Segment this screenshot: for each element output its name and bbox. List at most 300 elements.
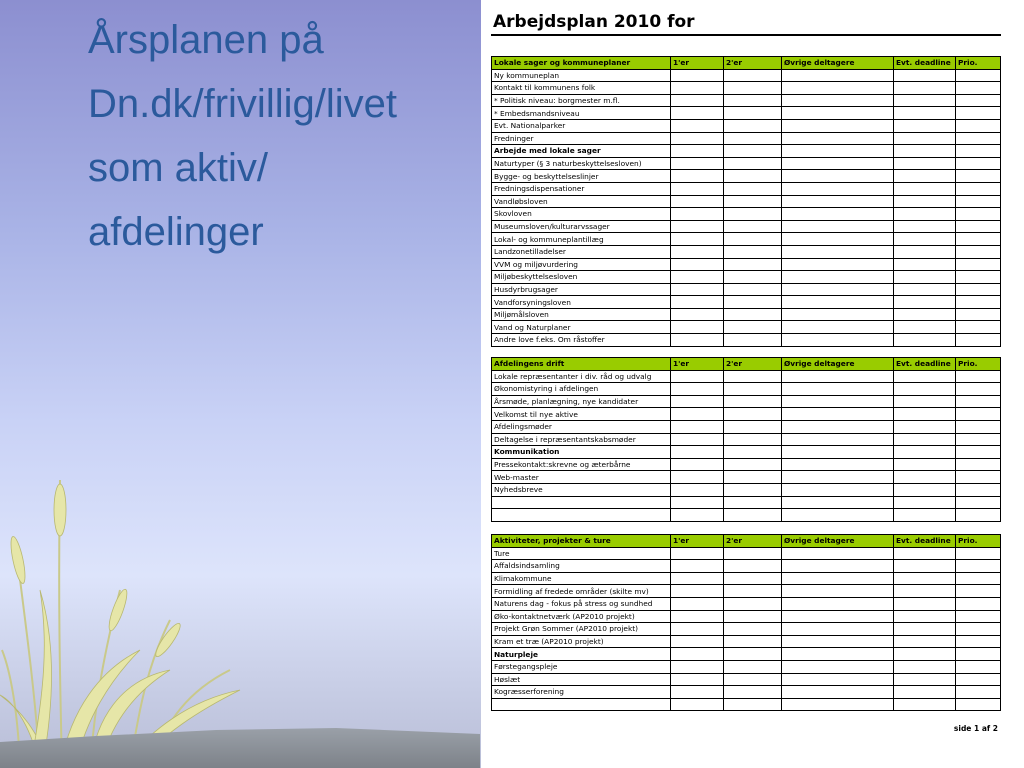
empty-cell (671, 408, 724, 421)
table-row (492, 258, 1001, 271)
empty-cell (724, 82, 782, 95)
empty-cell (782, 433, 894, 446)
empty-cell (782, 82, 894, 95)
empty-cell (782, 509, 894, 522)
table-row (492, 157, 1001, 170)
empty-cell (724, 648, 782, 661)
empty-cell (894, 157, 956, 170)
empty-cell (894, 395, 956, 408)
row-label: Kram et træ (AP2010 projekt) (492, 635, 671, 648)
row-label: VVM og miljøvurdering (492, 258, 671, 271)
empty-cell (956, 132, 1001, 145)
empty-cell (894, 698, 956, 711)
empty-cell (724, 195, 782, 208)
table-row (492, 296, 1001, 309)
empty-cell (956, 458, 1001, 471)
title-rule (491, 34, 1001, 36)
page-number: side 1 af 2 (953, 724, 998, 733)
empty-cell (782, 648, 894, 661)
row-label: Kogræsserforening (492, 686, 671, 699)
row-label: Miljøbeskyttelsesloven (492, 271, 671, 284)
empty-cell (956, 560, 1001, 573)
document-title: Arbejdsplan 2010 for (493, 12, 695, 32)
empty-cell (671, 271, 724, 284)
empty-cell (956, 82, 1001, 95)
empty-cell (894, 69, 956, 82)
slide-title (88, 8, 468, 264)
empty-cell (724, 471, 782, 484)
empty-cell (724, 132, 782, 145)
table-row (492, 597, 1001, 610)
empty-cell (671, 195, 724, 208)
row-label: Kontakt til kommunens folk (492, 82, 671, 95)
empty-cell (724, 119, 782, 132)
empty-cell (956, 471, 1001, 484)
slide-title-line-1: Årsplanen på (88, 18, 324, 62)
empty-cell (782, 220, 894, 233)
empty-cell (724, 446, 782, 459)
empty-cell (956, 673, 1001, 686)
empty-cell (724, 458, 782, 471)
empty-cell (671, 547, 724, 560)
empty-cell (894, 420, 956, 433)
empty-cell (671, 69, 724, 82)
row-label: Naturpleje (492, 648, 671, 661)
empty-cell (894, 610, 956, 623)
row-label: Årsmøde, planlægning, nye kandidater (492, 395, 671, 408)
empty-cell (782, 547, 894, 560)
empty-cell (724, 572, 782, 585)
row-label: Ny kommuneplan (492, 69, 671, 82)
table-row (492, 119, 1001, 132)
row-label: Økonomistyring i afdelingen (492, 383, 671, 396)
slide-title-line-4: afdelinger (88, 210, 264, 254)
empty-cell (782, 119, 894, 132)
empty-cell (782, 395, 894, 408)
empty-cell (671, 483, 724, 496)
empty-cell (894, 182, 956, 195)
row-label: Affaldsindsamling (492, 560, 671, 573)
empty-cell (894, 623, 956, 636)
empty-cell (782, 572, 894, 585)
empty-cell (671, 420, 724, 433)
row-label: Naturtyper (§ 3 naturbeskyttelsesloven) (492, 157, 671, 170)
table-row (492, 245, 1001, 258)
table-row (492, 446, 1001, 459)
empty-cell (782, 308, 894, 321)
empty-cell (724, 258, 782, 271)
empty-cell (671, 660, 724, 673)
empty-cell (894, 408, 956, 421)
empty-cell (956, 220, 1001, 233)
empty-cell (724, 433, 782, 446)
empty-cell (956, 69, 1001, 82)
empty-cell (782, 560, 894, 573)
table-row (492, 660, 1001, 673)
empty-cell (782, 408, 894, 421)
table-header-row (492, 535, 1001, 548)
row-label: Miljømålsloven (492, 308, 671, 321)
row-label: Deltagelse i repræsentantskabsmøder (492, 433, 671, 446)
empty-cell (671, 182, 724, 195)
header-cell: Øvrige deltagere (782, 358, 894, 371)
empty-cell (671, 157, 724, 170)
empty-cell (956, 321, 1001, 334)
empty-cell (956, 94, 1001, 107)
empty-cell (894, 560, 956, 573)
empty-cell (724, 271, 782, 284)
row-label: Lokale repræsentanter i div. råd og udvalg (492, 370, 671, 383)
row-label: Nyhedsbreve (492, 483, 671, 496)
empty-cell (894, 233, 956, 246)
empty-cell (724, 383, 782, 396)
empty-cell (894, 296, 956, 309)
empty-cell (956, 170, 1001, 183)
empty-cell (724, 483, 782, 496)
empty-cell (894, 471, 956, 484)
table-row (492, 94, 1001, 107)
header-cell-section: Lokale sager og kommuneplaner (492, 57, 671, 70)
empty-cell (782, 334, 894, 347)
empty-cell (671, 119, 724, 132)
empty-cell (724, 94, 782, 107)
empty-cell (956, 623, 1001, 636)
empty-cell (782, 635, 894, 648)
header-cell: 2'er (724, 535, 782, 548)
empty-cell (671, 572, 724, 585)
empty-cell (671, 208, 724, 221)
empty-cell (724, 370, 782, 383)
header-cell: Prio. (956, 358, 1001, 371)
empty-cell (782, 610, 894, 623)
row-label: Landzonetilladelser (492, 245, 671, 258)
table-row (492, 572, 1001, 585)
row-label: Andre love f.eks. Om råstoffer (492, 334, 671, 347)
row-label: Fredningsdispensationer (492, 182, 671, 195)
empty-cell (894, 271, 956, 284)
empty-cell (894, 245, 956, 258)
empty-cell (782, 660, 894, 673)
empty-cell (894, 572, 956, 585)
row-label: Projekt Grøn Sommer (AP2010 projekt) (492, 623, 671, 636)
table-row (492, 69, 1001, 82)
table-row (492, 107, 1001, 120)
empty-cell (894, 370, 956, 383)
row-label: Afdelingsmøder (492, 420, 671, 433)
row-label: Formidling af fredede områder (skilte mv) (492, 585, 671, 598)
row-label: Øko-kontaktnetværk (AP2010 projekt) (492, 610, 671, 623)
table-row (492, 496, 1001, 509)
empty-cell (782, 271, 894, 284)
empty-cell (894, 483, 956, 496)
empty-cell (894, 660, 956, 673)
row-label: Førstegangspleje (492, 660, 671, 673)
empty-cell (671, 585, 724, 598)
header-cell: 1'er (671, 57, 724, 70)
row-label: Ture (492, 547, 671, 560)
table-row (492, 433, 1001, 446)
empty-cell (782, 458, 894, 471)
empty-cell (724, 308, 782, 321)
row-label: Husdyrbrugsager (492, 283, 671, 296)
empty-cell (894, 170, 956, 183)
empty-cell (782, 471, 894, 484)
empty-cell (894, 334, 956, 347)
empty-cell (671, 673, 724, 686)
empty-cell (671, 623, 724, 636)
empty-cell (894, 195, 956, 208)
header-cell: Prio. (956, 57, 1001, 70)
table-row (492, 509, 1001, 522)
empty-cell (956, 635, 1001, 648)
row-label: Vand og Naturplaner (492, 321, 671, 334)
row-label: Høslæt (492, 673, 671, 686)
row-label: Skovloven (492, 208, 671, 221)
row-label (492, 698, 671, 711)
empty-cell (671, 94, 724, 107)
document-image (481, 0, 1024, 768)
header-cell: Prio. (956, 535, 1001, 548)
table-row (492, 132, 1001, 145)
table-row (492, 182, 1001, 195)
empty-cell (671, 383, 724, 396)
table-row (492, 408, 1001, 421)
empty-cell (956, 446, 1001, 459)
empty-cell (671, 245, 724, 258)
table-row (492, 170, 1001, 183)
empty-cell (956, 686, 1001, 699)
table-row (492, 195, 1001, 208)
empty-cell (782, 208, 894, 221)
table-row (492, 673, 1001, 686)
empty-cell (724, 547, 782, 560)
empty-cell (782, 170, 894, 183)
table-row (492, 283, 1001, 296)
row-label: Pressekontakt:skrevne og æterbårne (492, 458, 671, 471)
header-cell: Evt. deadline (894, 358, 956, 371)
empty-cell (894, 673, 956, 686)
empty-cell (782, 182, 894, 195)
empty-cell (956, 296, 1001, 309)
empty-cell (956, 283, 1001, 296)
empty-cell (671, 610, 724, 623)
empty-cell (782, 446, 894, 459)
empty-cell (724, 660, 782, 673)
header-cell: Evt. deadline (894, 535, 956, 548)
empty-cell (782, 94, 894, 107)
table-row (492, 648, 1001, 661)
empty-cell (724, 509, 782, 522)
empty-cell (894, 433, 956, 446)
empty-cell (724, 245, 782, 258)
table-row (492, 220, 1001, 233)
table-row (492, 420, 1001, 433)
empty-cell (894, 94, 956, 107)
row-label: Bygge- og beskyttelseslinjer (492, 170, 671, 183)
empty-cell (894, 132, 956, 145)
empty-cell (956, 660, 1001, 673)
empty-cell (724, 686, 782, 699)
empty-cell (956, 420, 1001, 433)
header-cell-section: Aktiviteter, projekter & ture (492, 535, 671, 548)
slide-title-line-3: som aktiv/ (88, 146, 269, 190)
header-cell: 2'er (724, 358, 782, 371)
empty-cell (671, 458, 724, 471)
empty-cell (724, 233, 782, 246)
empty-cell (956, 483, 1001, 496)
row-label (492, 496, 671, 509)
header-cell: Øvrige deltagere (782, 535, 894, 548)
empty-cell (894, 208, 956, 221)
empty-cell (956, 572, 1001, 585)
slide-title-line-2: Dn.dk/frivillig/livet (88, 82, 397, 126)
grass-illustration (0, 470, 300, 768)
empty-cell (782, 258, 894, 271)
table-row (492, 383, 1001, 396)
empty-cell (956, 370, 1001, 383)
empty-cell (724, 635, 782, 648)
empty-cell (724, 610, 782, 623)
empty-cell (956, 408, 1001, 421)
empty-cell (671, 560, 724, 573)
row-label: Evt. Nationalparker (492, 119, 671, 132)
table-row (492, 271, 1001, 284)
row-label: Web-master (492, 471, 671, 484)
empty-cell (894, 107, 956, 120)
empty-cell (894, 446, 956, 459)
empty-cell (782, 483, 894, 496)
row-label (492, 509, 671, 522)
empty-cell (956, 597, 1001, 610)
header-cell: 2'er (724, 57, 782, 70)
empty-cell (671, 82, 724, 95)
empty-cell (724, 673, 782, 686)
row-label: Naturens dag - fokus på stress og sundhed (492, 597, 671, 610)
empty-cell (956, 698, 1001, 711)
empty-cell (671, 220, 724, 233)
header-cell-section: Afdelingens drift (492, 358, 671, 371)
row-label: Klimakommune (492, 572, 671, 585)
row-label: Kommunikation (492, 446, 671, 459)
table-department-operations (491, 357, 1001, 522)
empty-cell (671, 446, 724, 459)
empty-cell (671, 597, 724, 610)
empty-cell (671, 258, 724, 271)
empty-cell (671, 686, 724, 699)
table-row (492, 471, 1001, 484)
empty-cell (724, 560, 782, 573)
table-row (492, 233, 1001, 246)
empty-cell (782, 420, 894, 433)
empty-cell (956, 547, 1001, 560)
table-header-row (492, 358, 1001, 371)
table-row (492, 334, 1001, 347)
empty-cell (724, 283, 782, 296)
table-row (492, 610, 1001, 623)
empty-cell (956, 182, 1001, 195)
empty-cell (724, 395, 782, 408)
table-row (492, 635, 1001, 648)
empty-cell (782, 145, 894, 158)
empty-cell (671, 132, 724, 145)
empty-cell (724, 170, 782, 183)
empty-cell (724, 296, 782, 309)
empty-cell (956, 308, 1001, 321)
empty-cell (894, 119, 956, 132)
empty-cell (894, 220, 956, 233)
empty-cell (894, 283, 956, 296)
row-label: Arbejde med lokale sager (492, 145, 671, 158)
empty-cell (894, 496, 956, 509)
empty-cell (782, 673, 894, 686)
table-row (492, 395, 1001, 408)
empty-cell (671, 471, 724, 484)
empty-cell (671, 145, 724, 158)
empty-cell (956, 383, 1001, 396)
empty-cell (782, 245, 894, 258)
empty-cell (782, 195, 894, 208)
empty-cell (894, 145, 956, 158)
empty-cell (671, 496, 724, 509)
row-label: Fredninger (492, 132, 671, 145)
table-row (492, 585, 1001, 598)
empty-cell (956, 433, 1001, 446)
header-cell: Evt. deadline (894, 57, 956, 70)
empty-cell (956, 233, 1001, 246)
empty-cell (671, 395, 724, 408)
empty-cell (671, 370, 724, 383)
empty-cell (782, 686, 894, 699)
table-row (492, 145, 1001, 158)
row-label: Vandforsyningsloven (492, 296, 671, 309)
empty-cell (894, 82, 956, 95)
empty-cell (724, 220, 782, 233)
empty-cell (782, 370, 894, 383)
empty-cell (782, 283, 894, 296)
empty-cell (782, 233, 894, 246)
empty-cell (894, 308, 956, 321)
empty-cell (671, 321, 724, 334)
empty-cell (671, 283, 724, 296)
empty-cell (956, 509, 1001, 522)
empty-cell (894, 458, 956, 471)
row-label: Vandløbsloven (492, 195, 671, 208)
empty-cell (671, 509, 724, 522)
empty-cell (724, 420, 782, 433)
empty-cell (671, 308, 724, 321)
empty-cell (894, 585, 956, 598)
empty-cell (724, 334, 782, 347)
header-cell: 1'er (671, 358, 724, 371)
table-row (492, 458, 1001, 471)
empty-cell (956, 648, 1001, 661)
empty-cell (671, 107, 724, 120)
table-row (492, 686, 1001, 699)
table-row (492, 308, 1001, 321)
empty-cell (782, 597, 894, 610)
header-cell: 1'er (671, 535, 724, 548)
empty-cell (894, 258, 956, 271)
empty-cell (671, 170, 724, 183)
empty-cell (724, 321, 782, 334)
table-local-cases (491, 56, 1001, 347)
table-row (492, 560, 1001, 573)
table-row (492, 483, 1001, 496)
empty-cell (894, 635, 956, 648)
empty-cell (671, 296, 724, 309)
empty-cell (956, 395, 1001, 408)
empty-cell (956, 610, 1001, 623)
